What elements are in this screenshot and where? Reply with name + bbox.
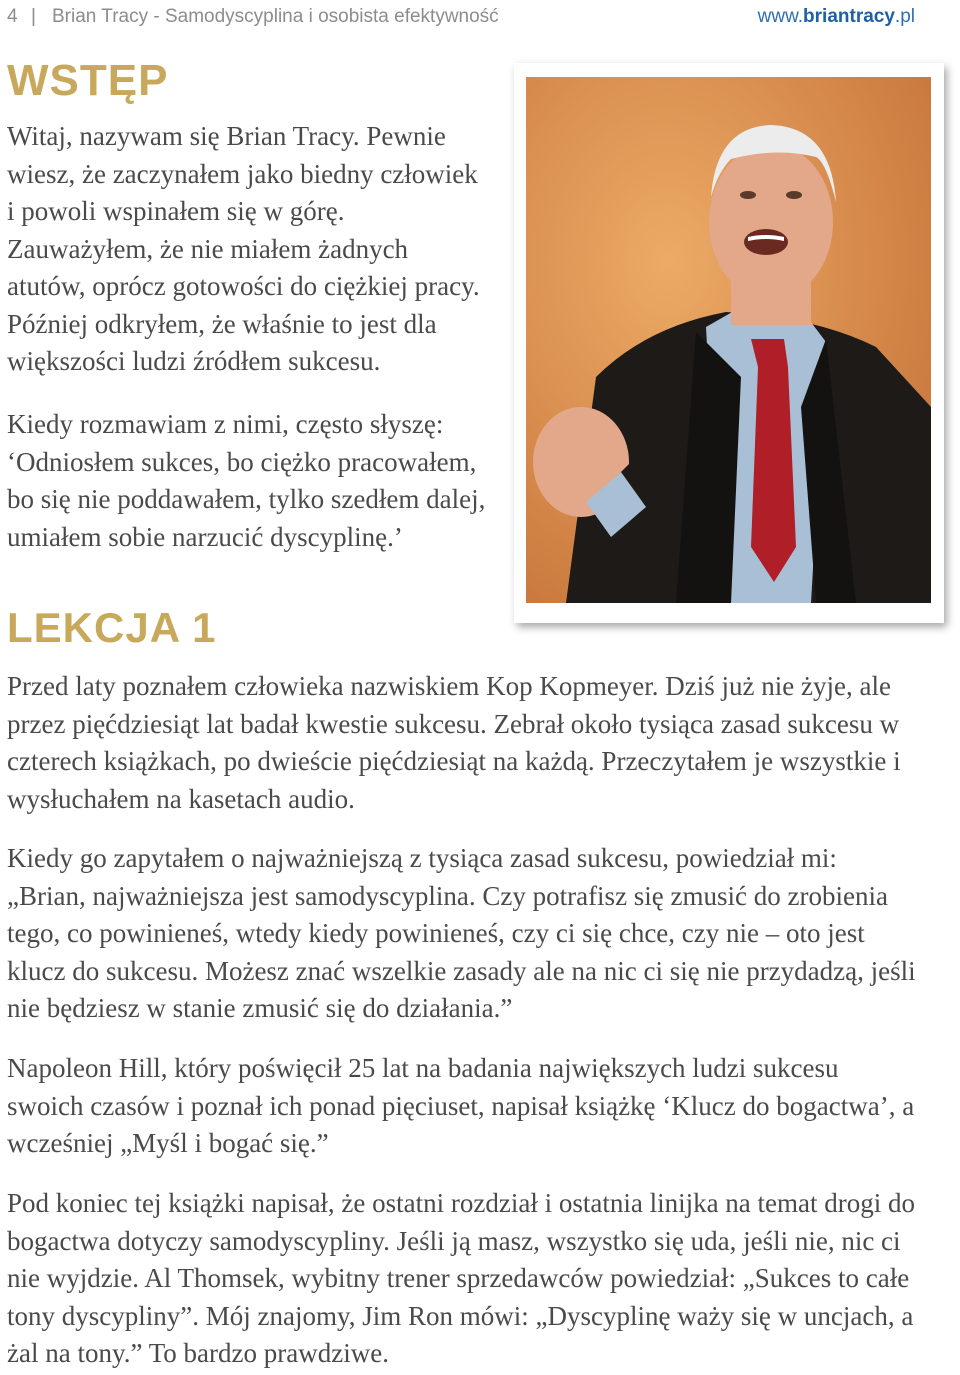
lesson-paragraph: Kiedy go zapytałem o najważniejszą z tysiąca zasad sukcesu, powiedział mi: „Brian, najważniejsza jest samodyscyplina. Czy potrafisz się zmusić do zrobienia tego, co powinieneś, wtedy kiedy powinieneś, czy ci się chce, czy nie – oto jest klucz do sukcesu. Możesz znać wszelkie zasady ale na nic ci się nie przydadzą, jeśli nie będziesz w stanie zmusić się do działania.” [7,843,916,1023]
face [709,144,833,300]
page-header [0,0,960,36]
intro-paragraph: Kiedy rozmawiam z nimi, często słyszę: ‘Odniosłem sukces, bo ciężko pracowałem, bo się nie poddawałem, tylko szedłem dalej, umiałem sobie narzucić dyscyplinę.’ [7,409,486,552]
speaker-portrait [526,77,931,603]
intro-heading: WSTĘP [7,56,169,105]
lesson-paragraph: Napoleon Hill, który poświęcił 25 lat na badania największych ludzi sukcesu swoich czasów i poznał ich ponad pięciuset, napisał książkę ‘Klucz do bogactwa’, a wcześniej „Myśl i bogać się.” [7,1053,915,1158]
lesson-paragraph: Przed laty poznałem człowieka nazwiskiem Kop Kopmeyer. Dziś już nie żyje, ale przez pięćdziesiąt lat badał kwestie sukcesu. Zebrał około tysiąca zasad sukcesu w czterech książkach, po dwieście pięćdziesiąt na każdą. Przeczytałem je wszystkie i wysłuchałem na kasetach audio. [7,671,901,814]
author-photo [514,63,944,623]
lesson-paragraph: Pod koniec tej książki napisał, że ostatni rozdział i ostatnia linijka na temat drogi do bogactwa dotyczy samodyscypliny. Jeśli ją masz, wszystko się uda, jeśli nie, nic ci nie wyjdzie. Al Thomsek, wybitny trener sprzedawców powiedział: „Sukces to całe tony dyscypliny”. Mój znajomy, Jim Ron mówi: „Dyscyplinę waży się w uncjach, a żal na tony.” To bardzo prawdziwe. [7,1188,916,1368]
book-title: Brian Tracy - Samodyscyplina i osobista efektywność [52,6,499,27]
mouth [744,229,788,255]
lesson-heading: LEKCJA 1 [7,604,217,651]
website-link[interactable]: www.briantracy.pl [757,6,915,27]
intro-paragraph: Witaj, nazywam się Brian Tracy. Pewnie wiesz, że zaczynałem jako biedny człowiek i powoli wspinałem się w górę. Zauważyłem, że nie miałem żadnych atutów, oprócz gotowości do ciężkiej pracy. Później odkryłem, że właśnie to jest dla większości ludzi źródłem sukcesu. [7,121,480,376]
page-number: 4 [7,6,18,27]
header-separator: | [31,6,36,27]
